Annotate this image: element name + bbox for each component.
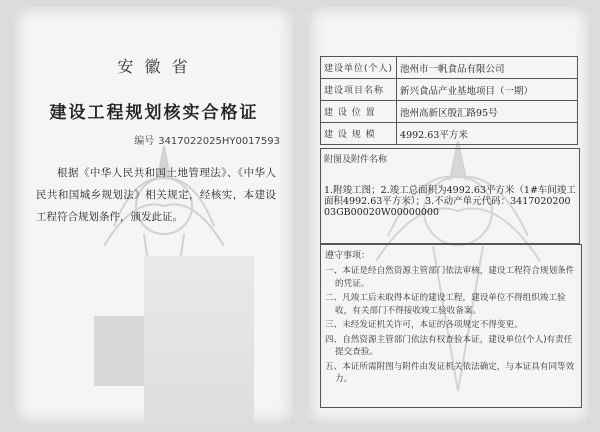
table-row bbox=[321, 123, 578, 145]
notice-item: 三、未经发证机关许可，本证的各项规定不得变更。 bbox=[325, 320, 523, 330]
notice-item: 五、本证所需附图与附件由发证机关依法确定，与本证具有同等效力。 bbox=[325, 361, 575, 384]
legal-paragraph: 根据《中华人民共和国土地管理法》、《中华人民共和国城乡规划法》相关规定，经核实，本建设工程符合规划条件，颁发此证。 bbox=[36, 167, 276, 223]
table-row bbox=[321, 57, 578, 79]
certificate-title: 建设工程规划核实合格证 bbox=[49, 103, 259, 123]
row-value: 池州高新区殷汇路95号 bbox=[397, 101, 578, 123]
notice-item: 一、本证是经自然资源主管部门依法审核，建设工程符合规划条件的凭证。 bbox=[325, 266, 575, 289]
row-value: 4992.63平方米 bbox=[397, 123, 578, 145]
row-label: 建设单位(个人) bbox=[321, 57, 397, 79]
attachments-box bbox=[320, 148, 580, 244]
notice-title: 遵守事项： bbox=[325, 251, 371, 261]
left-page bbox=[14, 6, 294, 424]
row-value: 新兴食品产业基地项目（一期） bbox=[397, 79, 578, 101]
row-value: 池州市一帆食品有限公司 bbox=[397, 57, 578, 79]
notice-item: 四、自然资源主管部门依法有权查验本证，建设单位(个人)有责任提交查验。 bbox=[325, 334, 573, 357]
info-table bbox=[320, 56, 578, 145]
row-label: 建设项目名称 bbox=[321, 79, 397, 101]
row-label: 建 设 规 模 bbox=[321, 123, 397, 145]
certificate-number bbox=[14, 132, 280, 147]
number-value: 3417022025HY0017593 bbox=[158, 136, 280, 147]
table-row bbox=[321, 79, 578, 101]
number-label: 编号 bbox=[134, 136, 155, 147]
table-row bbox=[321, 101, 578, 123]
right-page bbox=[308, 6, 590, 424]
attachments-title: 附图及附件名称 bbox=[324, 155, 388, 165]
attachments-text: 1.附竣工图；2.竣工总面积为4992.63平方米（1#车间竣工面积4992.63平方米）；3.不动产单元代码：341702020003GB00020W00000000 bbox=[324, 185, 576, 218]
notice-item: 二、凡竣工后未取得本证的建设工程，建设单位不得组织竣工验收，有关部门不得接收竣工验收备案。 bbox=[325, 293, 566, 316]
row-label: 建 设 位 置 bbox=[321, 101, 397, 123]
notice-box bbox=[320, 244, 582, 408]
photo-placeholder bbox=[144, 256, 254, 424]
province-title: 安 徽 省 bbox=[117, 57, 191, 76]
